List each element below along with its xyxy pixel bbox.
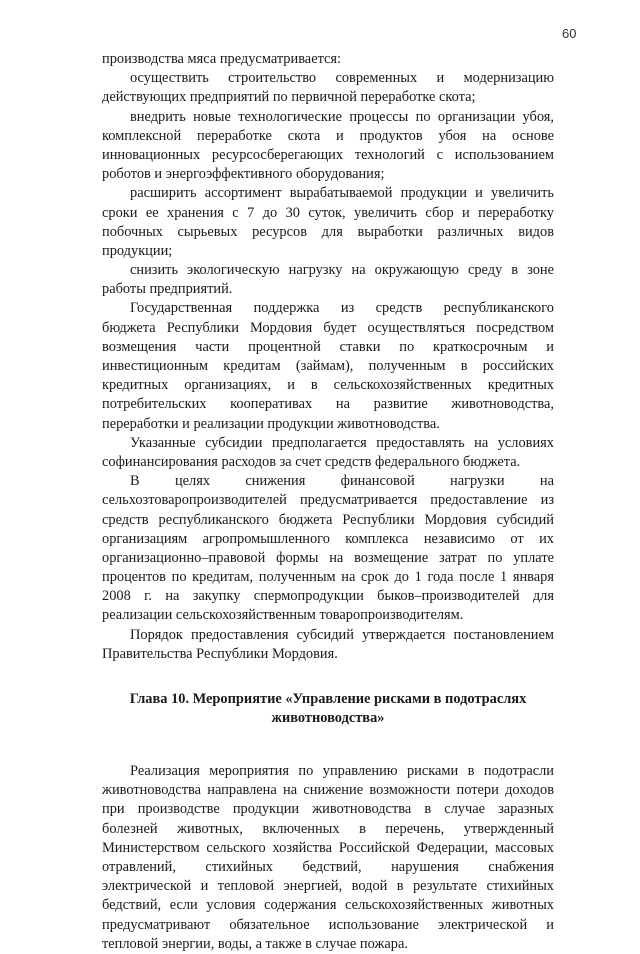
paragraph-block-measures	[102, 50, 554, 664]
text-line: отравлений, стихийных бедствий, нарушения снабжения	[102, 858, 554, 875]
text-line: при производстве продукции животноводства в случае заразных	[102, 801, 554, 818]
text-line: Реализация мероприятия по управлению рисками в подотрасли	[130, 763, 554, 779]
text-line: снизить экологическую нагрузку на окружающую среду в зоне	[130, 262, 554, 279]
text-line: Государственная поддержка из средств республиканского	[130, 300, 554, 317]
text-line: расширить ассортимент вырабатываемой продукции и увеличить	[130, 185, 554, 202]
text-line: средств республиканского бюджета Республики Мордовия субсидий	[102, 511, 554, 528]
text-line: организациям агропромышленного комплекса независимо от их	[102, 530, 554, 547]
text-line: организационно–правовой формы на возмещение затрат по уплате	[102, 549, 554, 566]
text-line: внедрить новые технологические процессы по организации убоя,	[130, 108, 554, 125]
text-line: работы предприятий.	[102, 281, 233, 298]
text-line: кредитных организациях, и в сельскохозяйственных кредитных	[102, 377, 554, 394]
text-line: бедствий, если условия содержания сельскохозяйственных животных	[102, 897, 554, 914]
text-line: сроки ее хранения с 7 до 30 суток, увеличить сбор и переработку	[102, 204, 554, 221]
text-line: В целях снижения финансовой нагрузки на	[130, 473, 554, 490]
page-number: 60	[562, 26, 577, 41]
text-line: потребительских кооперативах на развитие животноводства,	[102, 396, 554, 413]
document-body	[102, 50, 554, 954]
text-line: Указанные субсидии предполагается предоставлять на условиях	[130, 434, 554, 451]
chapter-heading-line: Глава 10. Мероприятие «Управление рисками в подотраслях	[129, 691, 527, 707]
paragraph-block-risk-management	[102, 762, 554, 954]
chapter-heading-line: животноводства»	[271, 710, 385, 726]
text-line: 2008 г. на закупку спермопродукции быков–производителей для	[102, 588, 554, 605]
text-line: побочных сырьевых ресурсов для выработки различных видов	[102, 223, 554, 240]
text-line: действующих предприятий по первичной переработке скота;	[102, 89, 476, 106]
text-line: роботов и энергоэффективного оборудования;	[102, 166, 385, 183]
text-line: тепловой энергии, воды, а также в случае пожара.	[102, 935, 408, 952]
text-line: Порядок предоставления субсидий утверждается постановлением	[130, 626, 554, 643]
text-line: предусматривают обязательное использование электрической и	[102, 916, 554, 933]
text-line: реализации сельскохозяйственным товаропроизводителям.	[102, 607, 464, 624]
text-line: софинансирования расходов за счет средств федерального бюджета.	[102, 453, 521, 470]
text-line: сельхозтоваропроизводителей предусматривается предоставление из	[102, 492, 554, 509]
text-line: животноводства направлена на снижение возможности потери доходов	[102, 782, 554, 799]
text-line: болезней животных, включенных в перечень, утвержденный	[102, 820, 554, 837]
text-line: инновационных ресурсосберегающих технологий с использованием	[102, 146, 554, 163]
text-line: комплексной переработке скота и продуктов убоя на основе	[102, 127, 554, 144]
text-line: возмещения части процентной ставки по краткосрочным и	[102, 338, 554, 355]
text-line: осуществить строительство современных и модернизацию	[130, 70, 554, 87]
text-line: Правительства Республики Мордовия.	[102, 645, 338, 662]
text-line: бюджета Республики Мордовия будет осуществляться посредством	[102, 319, 554, 336]
text-line: продукции;	[102, 242, 173, 259]
text-line: Министерством сельского хозяйства Российской Федерации, массовых	[102, 839, 554, 856]
text-line: инвестиционным кредитам (займам), полученным в российских	[102, 358, 554, 374]
text-line: электрической и тепловой энергией, водой в результате стихийных	[102, 878, 554, 895]
text-line: переработки и реализации продукции животноводства.	[102, 415, 440, 432]
chapter-heading	[102, 690, 554, 728]
text-line: производства мяса предусматривается:	[102, 51, 342, 67]
text-line: процентов по кредитам, полученным на срок до 1 года после 1 января	[102, 569, 554, 586]
